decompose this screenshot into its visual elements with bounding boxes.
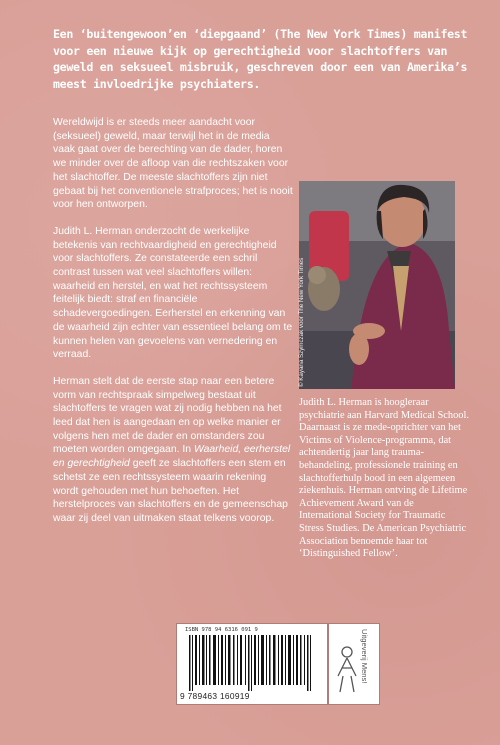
intro-blurb: Een ‘buitengewoon’en ‘diepgaand’ (The New York Times) manifest voor een nieuwe kijk op gerechtigheid voor slachtoffers van geweld en seksueel misbruik, geschreven door een van Amerika’s meest invloedrijke psychiaters. bbox=[53, 27, 468, 91]
description-paragraph bbox=[53, 375, 293, 526]
description-column bbox=[53, 116, 293, 539]
isbn-text: ISBN 978 94 6316 091 9 bbox=[185, 627, 258, 633]
barcode-bars bbox=[189, 635, 315, 691]
publisher-name: Uitgeverij Mens! bbox=[360, 629, 369, 684]
description-paragraph: Judith L. Herman onderzocht de werkelijke betekenis van rechtvaardigheid en gerechtigheid voor slachtoffers. Ze constateerde een schril contrast tussen wat veel slachtoffers willen: waarheid en herstel, en wat het rechtssysteem feitelijk biedt: straf en financiële schadevergoedingen. Eerherstel en erkenning van de waarheid zijn echter van essentieel belang om te kunnen helen van gevoelens van vernedering en verraad. bbox=[53, 225, 293, 361]
isbn-digits: 9 789463 160919 bbox=[180, 691, 250, 701]
barcode bbox=[176, 623, 328, 705]
publisher-logo-icon bbox=[335, 646, 361, 694]
photo-credit: © Kayana Szymczak voor The New York Times bbox=[298, 257, 305, 387]
author-photo bbox=[299, 181, 455, 389]
author-bio: Judith L. Herman is hoogleraar psychiatrie aan Harvard Medical School. Daarnaast is ze mede-oprichter van het Victims of Violence-programma, dat achtendertig jaar lang trauma-behandeling, professionele training en slachtofferhulp bood in een algemeen ziekenhuis. Herman ontving de Lifetime Achievement Award van de International Society for Traumatic Stress Studies. De American Psychiatric Association benoemde haar tot ‘Distinguished Fellow’. bbox=[299, 397, 469, 560]
description-paragraph: Wereldwijd is er steeds meer aandacht voor (seksueel) geweld, maar terwijl het in de media vaak gaat over de berechting van de dader, horen we minder over de afloop van die rechtszaken voor het slachtoffer. De meeste slachtoffers zijn niet gebaat bij het conventionele strafproces; het is nooit voor hen ontworpen. bbox=[53, 117, 293, 211]
author-portrait-image bbox=[299, 181, 455, 389]
paragraph-text: geeft ze slachtoffers een stem en schetst ze een rechtssysteem waarin rekening wordt gehouden met hun behoeften. Het herstelproces van slachtoffers en de gemeenschap waar zij deel van uitmaken staat telkens voorop. bbox=[53, 458, 288, 524]
publisher-logo-box bbox=[328, 623, 380, 705]
book-title: Waarheid, eerherstel en gerechtigheid bbox=[53, 444, 291, 470]
paragraph-text: Herman stelt dat de eerste stap naar een betere vorm van rechtspraak simpelweg bestaat uit slachtoffers te vragen wat zij nodig hebben na het leed dat hen is aangedaan en op welke manier er volgens hen met de dader en omstanders zou moeten worden omgegaan. In bbox=[53, 375, 282, 456]
